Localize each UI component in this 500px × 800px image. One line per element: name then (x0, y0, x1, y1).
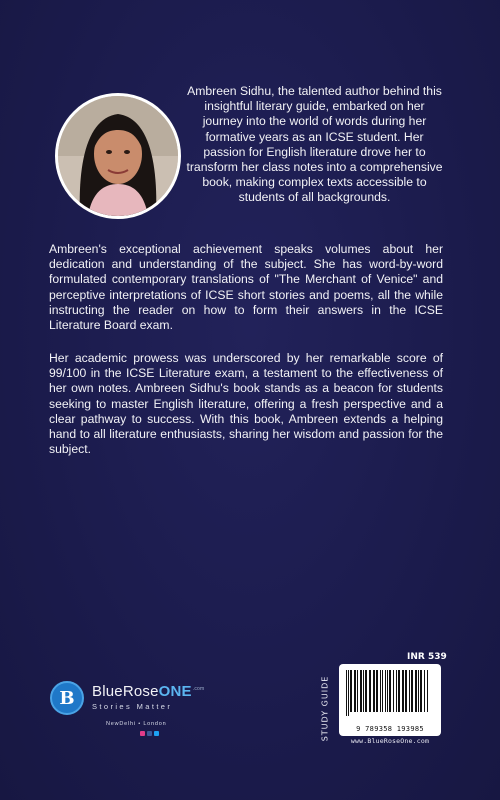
publisher-cities: NewDelhi • London (106, 721, 167, 727)
barcode-bar (380, 670, 381, 712)
barcode-bar (424, 670, 425, 712)
publisher-name-part1: BlueRose (92, 683, 159, 700)
bio-paragraph-2: Ambreen's exceptional achievement speaks volumes about her dedication and understanding of the subject. She has word-by-word formulated contemporary translations of "The Merchant of Venice" and perceptive interpretations of ICSE short stories and poems, all the while instructing the reader on how to form their answers in the ICSE Literature Board exam. (49, 242, 443, 333)
barcode-bar (365, 670, 367, 712)
barcode-bar (418, 670, 419, 712)
category-label (316, 664, 334, 752)
bio-paragraph-1: Ambreen Sidhu, the talented author behind this insightful literary guide, embarked on her journey into the world of words during her formative years as an ICSE student. Her passion for English literature drove her to transform her class notes into a comprehensive book, making complex texts accessible to students of all backgrounds. (186, 84, 443, 205)
barcode-bar (411, 670, 413, 712)
publisher-tagline: Stories Matter (92, 702, 173, 711)
barcode-bar (346, 670, 347, 716)
publisher-logo (50, 681, 225, 751)
barcode-bar (354, 670, 356, 712)
barcode-bar (357, 670, 358, 712)
barcode-bar (350, 670, 352, 712)
barcode-bar (405, 670, 407, 712)
barcode-bar (348, 670, 349, 716)
author-photo (55, 93, 181, 219)
barcode (339, 664, 441, 736)
barcode-bar (415, 670, 417, 712)
barcode-bar (393, 670, 394, 712)
publisher-logo-icon: B (50, 681, 84, 715)
barcode-bar (402, 670, 404, 712)
barcode-bar (387, 670, 388, 712)
barcode-bar (427, 670, 428, 712)
barcode-bar (382, 670, 383, 712)
barcode-bar (373, 670, 375, 712)
bio-paragraph-3: Her academic prowess was underscored by her remarkable score of 99/100 in the ICSE Literature exam, a testament to the effectiveness of her own notes. Ambreen Sidhu's book stands as a beacon for students seeking to master English literature, offering a fresh perspective and a clear pathway to success. With this book, Ambreen extends a helping hand to all literature enthusiasts, sharing her wisdom and passion for the subject. (49, 351, 443, 457)
barcode-bar (409, 670, 410, 712)
barcode-bar (396, 670, 397, 712)
twitter-icon (154, 731, 159, 736)
barcode-bar (398, 670, 400, 712)
publisher-name-suffix: .com (192, 686, 205, 692)
social-icons (140, 731, 159, 736)
barcode-bar (389, 670, 391, 712)
isbn-number: 9 789358 193985 (356, 725, 424, 733)
category-text: STUDY GUIDE (320, 675, 330, 741)
barcode-bar (376, 670, 378, 712)
barcode-bar (420, 670, 422, 712)
price-label: INR 539 (407, 652, 447, 662)
barcode-bars (345, 670, 435, 716)
instagram-icon (140, 731, 145, 736)
barcode-bar (369, 670, 371, 712)
barcode-bar (385, 670, 386, 712)
facebook-icon (147, 731, 152, 736)
publisher-name (92, 683, 204, 700)
barcode-bar (360, 670, 362, 712)
publisher-name-part2: ONE (158, 683, 192, 700)
publisher-website: www.BlueRoseOne.com (350, 737, 430, 745)
barcode-bar (363, 670, 364, 712)
